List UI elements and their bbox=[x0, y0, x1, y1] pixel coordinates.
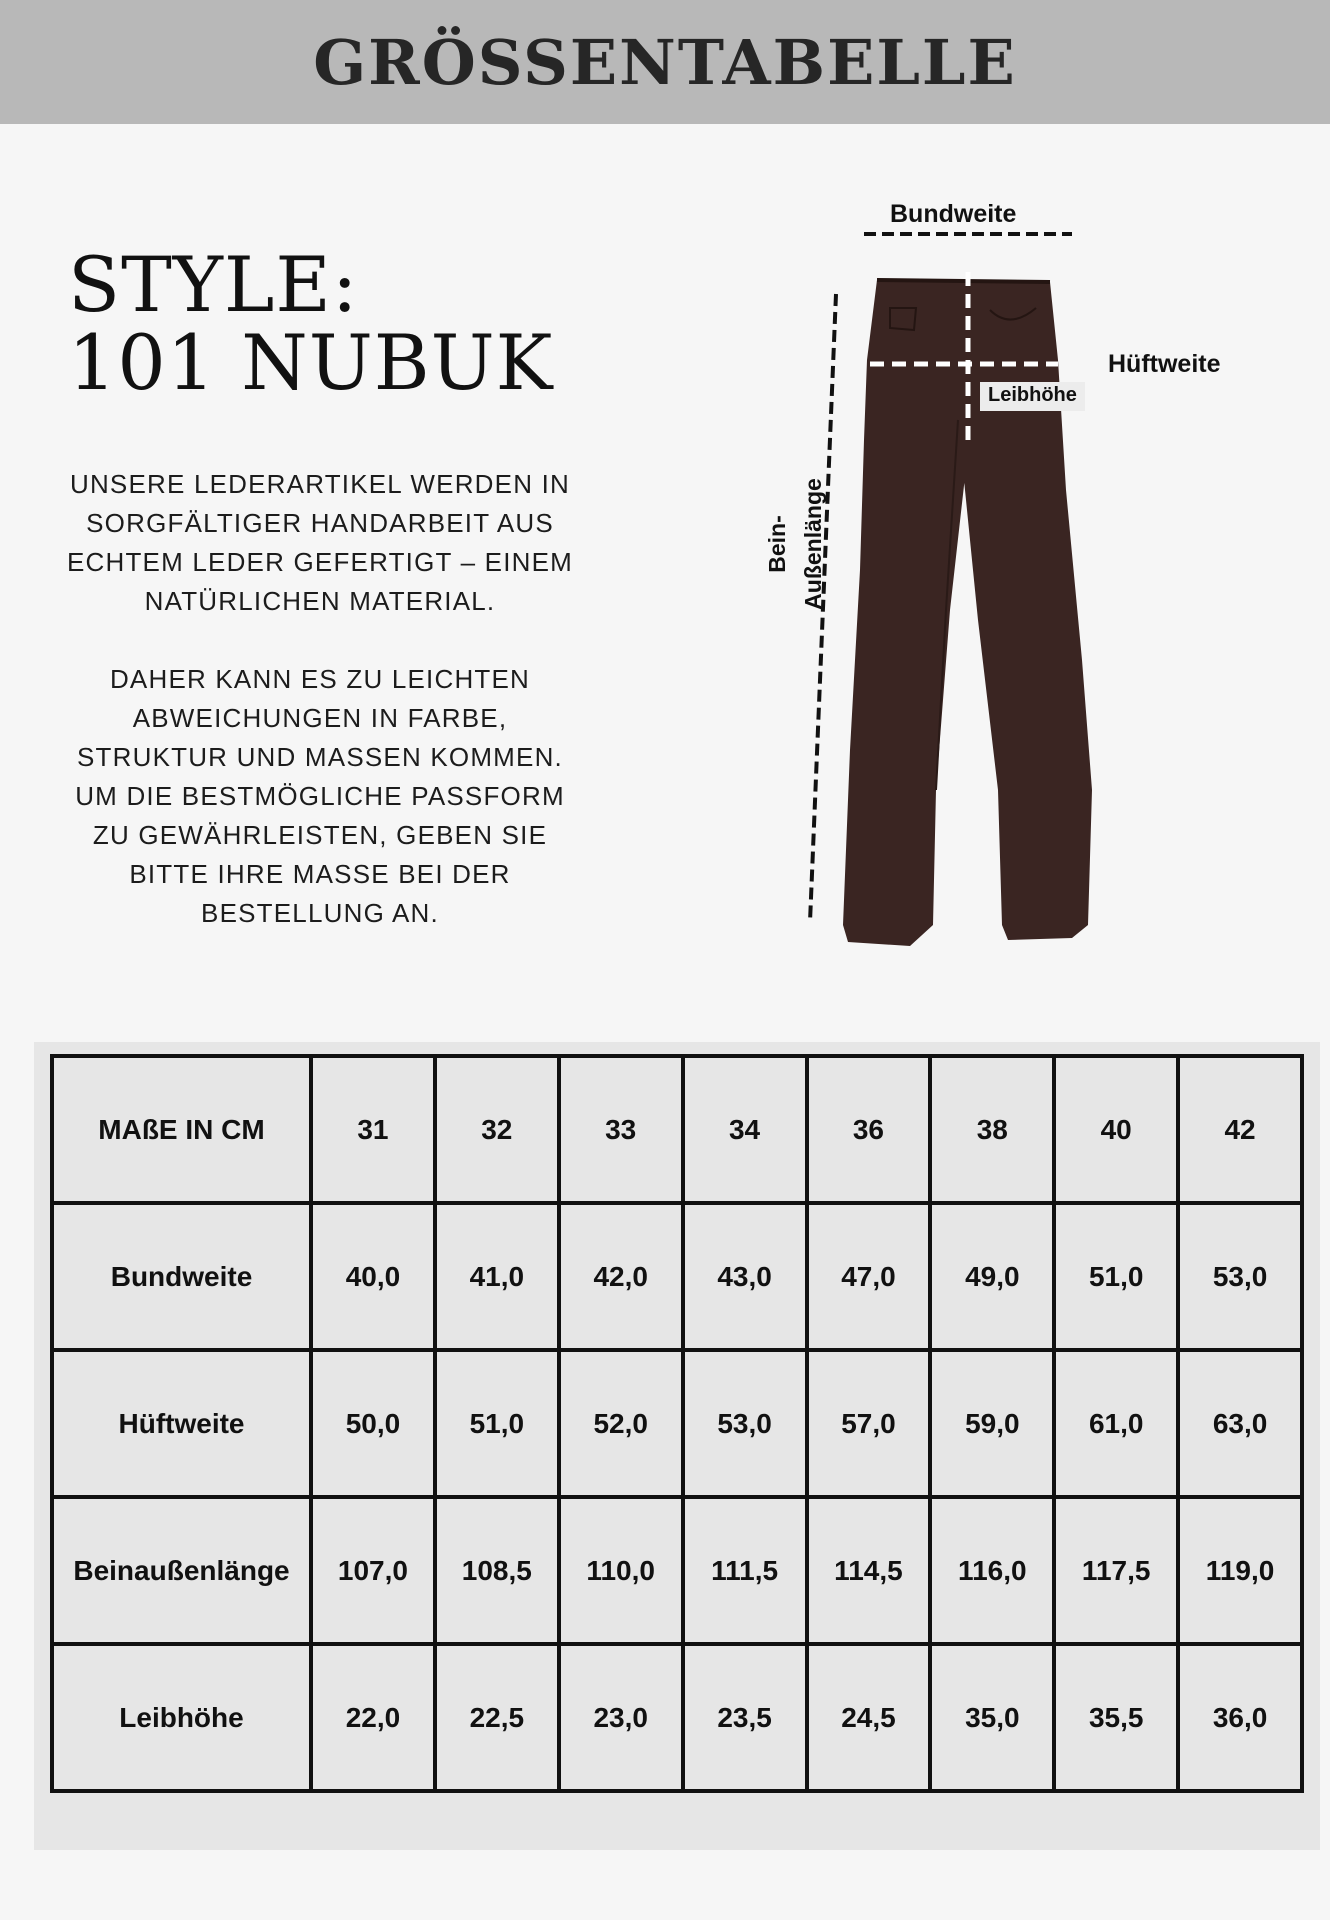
table-cell: 35,0 bbox=[930, 1644, 1054, 1791]
table-cell: 50,0 bbox=[311, 1350, 435, 1497]
table-cell: 43,0 bbox=[683, 1203, 807, 1350]
table-row bbox=[52, 1350, 1302, 1497]
table-cell: 53,0 bbox=[1178, 1203, 1302, 1350]
table-header-cell: 36 bbox=[807, 1056, 931, 1203]
table-row bbox=[52, 1203, 1302, 1350]
bein-label bbox=[759, 459, 831, 629]
table-cell: 23,0 bbox=[559, 1644, 683, 1791]
table-cell: 40,0 bbox=[311, 1203, 435, 1350]
style-name: 101 NUBUK bbox=[68, 318, 554, 407]
table-cell: 108,5 bbox=[435, 1497, 559, 1644]
table-cell: 116,0 bbox=[930, 1497, 1054, 1644]
table-cell: 51,0 bbox=[435, 1350, 559, 1497]
pants-image bbox=[843, 280, 1092, 946]
table-cell: 23,5 bbox=[683, 1644, 807, 1791]
table-header-cell: 31 bbox=[311, 1056, 435, 1203]
table-cell: 110,0 bbox=[559, 1497, 683, 1644]
table-row-label: Bundweite bbox=[52, 1203, 311, 1350]
table-row-label: Hüftweite bbox=[52, 1350, 311, 1497]
table-cell: 22,0 bbox=[311, 1644, 435, 1791]
table-cell: 117,5 bbox=[1054, 1497, 1178, 1644]
table-cell: 41,0 bbox=[435, 1203, 559, 1350]
leibhoehe-label: Leibhöhe bbox=[980, 382, 1085, 411]
table-header-cell: 32 bbox=[435, 1056, 559, 1203]
table-cell: 114,5 bbox=[807, 1497, 931, 1644]
bein-label-line2: Außenlänge bbox=[800, 478, 826, 610]
table-cell: 53,0 bbox=[683, 1350, 807, 1497]
table-header-cell: 34 bbox=[683, 1056, 807, 1203]
table-cell: 111,5 bbox=[683, 1497, 807, 1644]
table-cell: 42,0 bbox=[559, 1203, 683, 1350]
table-cell: 49,0 bbox=[930, 1203, 1054, 1350]
table-cell: 51,0 bbox=[1054, 1203, 1178, 1350]
table-row bbox=[52, 1644, 1302, 1791]
table-cell: 107,0 bbox=[311, 1497, 435, 1644]
size-table bbox=[50, 1054, 1304, 1793]
table-header-cell: 42 bbox=[1178, 1056, 1302, 1203]
table-row-label: Leibhöhe bbox=[52, 1644, 311, 1791]
table-cell: 35,5 bbox=[1054, 1644, 1178, 1791]
header-bar bbox=[0, 0, 1330, 124]
table-header-cell: MAßE IN CM bbox=[52, 1056, 311, 1203]
measurement-diagram bbox=[740, 190, 1300, 970]
intro-paragraph-1: UNSERE LEDERARTIKEL WERDEN IN SORGFÄLTIGER HANDARBEIT AUS ECHTEM LEDER GEFERTIGT – EINEM NATÜRLICHEN MATERIAL. bbox=[66, 469, 573, 616]
table-cell: 47,0 bbox=[807, 1203, 931, 1350]
style-title bbox=[68, 240, 554, 407]
size-table-panel bbox=[34, 1042, 1320, 1850]
table-header-cell: 33 bbox=[559, 1056, 683, 1203]
table-header-cell: 38 bbox=[930, 1056, 1054, 1203]
bein-label-line1: Bein- bbox=[764, 515, 790, 573]
bundweite-label: Bundweite bbox=[890, 200, 1017, 228]
table-cell: 61,0 bbox=[1054, 1350, 1178, 1497]
hueftweite-label: Hüftweite bbox=[1108, 350, 1221, 378]
table-header-cell: 40 bbox=[1054, 1056, 1178, 1203]
table-cell: 57,0 bbox=[807, 1350, 931, 1497]
table-cell: 63,0 bbox=[1178, 1350, 1302, 1497]
table-cell: 22,5 bbox=[435, 1644, 559, 1791]
intro-text bbox=[60, 465, 580, 972]
table-cell: 24,5 bbox=[807, 1644, 931, 1791]
table-cell: 36,0 bbox=[1178, 1644, 1302, 1791]
table-cell: 119,0 bbox=[1178, 1497, 1302, 1644]
style-label: STYLE: bbox=[68, 240, 359, 329]
table-cell: 59,0 bbox=[930, 1350, 1054, 1497]
page-title: GRÖSSENTABELLE bbox=[313, 25, 1017, 99]
intro-paragraph-2: DAHER KANN ES ZU LEICHTEN ABWEICHUNGEN IN FARBE, STRUKTUR UND MASSEN KOMMEN. UM DIE BESTMÖGLICHE PASSFORM ZU GEWÄHRLEISTEN, GEBEN SIE BITTE IHRE MASSE BEI DER BESTELLUNG AN. bbox=[75, 664, 565, 928]
table-header-row bbox=[52, 1056, 1302, 1203]
table-row-label: Beinaußenlänge bbox=[52, 1497, 311, 1644]
table-cell: 52,0 bbox=[559, 1350, 683, 1497]
table-row bbox=[52, 1497, 1302, 1644]
